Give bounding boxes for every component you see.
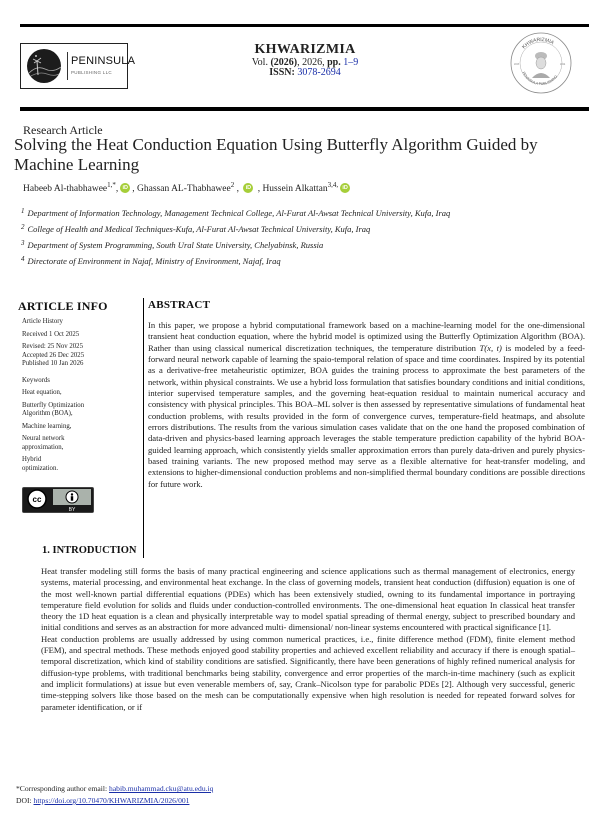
doi-link[interactable]: https://doi.org/10.70470/KHWARIZMIA/2026/001 [33, 796, 190, 805]
affiliation-text: College of Health and Medical Techniques-Kufa, Al-Furat Al-Awsat Technical University, Kufa, Iraq [27, 224, 371, 234]
affiliation-text: Directorate of Environment in Najaf, Ministry of Environment, Najaf, Iraq [27, 256, 281, 266]
affiliations [21, 207, 450, 271]
journal-seal [510, 32, 572, 94]
affiliation-number: 3 [21, 239, 25, 247]
abstract-text-part: is modeled by a feed-forward neural network capable of learning the spaio-temporal relation of space and time coordinates. Inspired by its potential as a derivative-free metaheuristic optimizer, BOA guides the training process to approximate the best parameters of the network, within physical constraints. We use a hybrid loss formulation that satisfies boundary conditions and initial conditions, interior supervised temperature samples, and the governing heat-equation residual to maintain numerical accuracy and consistency with physical principles. This BOA–ML solver is then assessed by representative simulations of fundamental heat conduction problems, with results provided in the form of convergence curves, temperature-field heatmaps, and absolute errors distributions. The results from the various simulation cases validate that on the one hand the proposed combination of data-driven and physics-based learning approach leverages the stable temperature prediction capability of the hybrid BOA-guided learning approach, which consistently yields smaller approximation errors than purely data-driven and purely physics-based training variants. The new proposed method may serve as a flexible alternative for heat-transfer modeling, and extensions to higher-dimensional conduction problems and non-simplified thermal boundary conditions are possible directions for future work. [148, 342, 585, 489]
cc-label: cc [32, 495, 42, 504]
received-date: Received 1 Oct 2025 [22, 330, 80, 338]
introduction-body [41, 566, 575, 713]
journal-issn [180, 68, 430, 79]
abstract-text-part: In this paper, we propose a hybrid computational framework based on a machine-learning model for the one-dimensional transient heat conduction equation, where the hybrid model is optimized using the Butterfly Optimization Algorithm (BOA). Rather than using classical numerical discretization techniques, the temperature distribution [148, 320, 585, 353]
revised-date: Revised: 25 Nov 2025 [22, 343, 83, 350]
by-label: BY [68, 507, 76, 512]
author-name[interactable]: , Hussein Alkattan [255, 184, 328, 194]
pages-label: pp. [327, 56, 341, 68]
corresponding-author [16, 783, 213, 795]
journal-header [180, 43, 430, 79]
paragraph: Heat transfer modeling still forms the basis of many practical engineering and science applications such as thermal management of electronics, energy systems, material processing, and environmental heat exchange. In the class of governing models, transient heat conduction (diffusion) equation is one of the most well-known partial differential equations (PDEs) which has been extensively studied, owning to its fundamental importance in portraying temperature field evolution for solids and fluids under conduction-controlled environments. The one-dimensional heat equation In classical heat transfer theory the 1D heat equation is a clean and physically interpretable way to model spatial spreading of thermal energy, subject to prescribed boundary and initial conditions and serves as an abstraction for more advanced multi- dimensional/ non-linear systems encountered with practical significance [1]. [41, 566, 575, 633]
published-date: Published 10 Jan 2026 [22, 360, 84, 367]
logo-divider [67, 52, 68, 80]
palm-landscape-icon [27, 49, 61, 83]
doi-line [16, 795, 213, 807]
abstract-heading: ABSTRACT [148, 299, 211, 311]
abstract-divider [143, 298, 144, 558]
orcid-icon[interactable]: iD [243, 183, 253, 193]
author-separator: , [115, 184, 119, 194]
history-label: Article History [22, 318, 63, 325]
author-affiliation-marker: 2 [230, 181, 235, 189]
publisher-name: PENINSULA [71, 55, 136, 67]
email-label: *Corresponding author email: [16, 784, 110, 793]
affiliation-item [21, 239, 450, 255]
seal-right-year: 2024 [560, 63, 566, 66]
vol-prefix: Vol. [251, 56, 271, 68]
keyword: Butterfly Optimization Algorithm (BOA), [22, 401, 85, 417]
author-name[interactable]: Habeeb Al-thabhawee [23, 184, 108, 194]
doi-label: DOI: [16, 796, 34, 805]
orcid-icon[interactable]: iD [120, 183, 130, 193]
author-affiliation-marker: 1,* [107, 181, 116, 189]
keyword: Hybrid optimization. [22, 456, 59, 472]
author-affiliation-marker: 3,4, [327, 181, 339, 189]
seal-bottom-text: PENINSULA PUBLISHING [521, 71, 559, 87]
article-info-heading: ARTICLE INFO [18, 299, 108, 313]
section-heading-introduction: 1. INTRODUCTION [42, 545, 137, 556]
vol-year: (2026) [270, 56, 298, 68]
article-type: Research Article [23, 123, 103, 137]
affiliation-number: 2 [21, 223, 25, 231]
keyword: Neural network approximation, [22, 435, 65, 451]
vol-mid: , 2026, [297, 56, 328, 68]
article-info-panel [22, 318, 132, 473]
article-title: Solving the Heat Conduction Equation Using Butterfly Algorithm Guided by Machine Learning [14, 135, 538, 174]
seal-top-text: KHWARIZMIA [521, 36, 555, 51]
author-list [23, 181, 352, 194]
cc-by-license-badge[interactable] [22, 487, 94, 513]
header-top-rule [20, 24, 589, 27]
author-email-link[interactable]: habib.muhammad.cku@atu.edu.iq [109, 784, 214, 793]
keywords-label: Keywords [22, 376, 50, 384]
paragraph: Heat conduction problems are usually addressed by using common numerical practices, i.e., finite difference method (FDM), finite element method (FEM), and spectral methods. These methods enjoyed good stability properties and achieved excellent reliability and accuracy if there is enough spatial–temporal discretization, which kind of stability conditions are satisfied. Significantly, there have been generations of highly refined numerical analysis for diffusion-type problems, with traditional benchmarks being stability, convergence and error properties of the march-in-time machinery (such as explicit and implicit formulations) at issue but even venerable members of, say, Crank–Nicolson type for parabolic PDEs [2]. Although very successful, generic time-stepping solvers like those based on the mesh can be computationally expensive when high resolution is needed for repeated forward solves for parameter identification, or if [41, 633, 575, 712]
footnote [16, 783, 213, 807]
affiliation-number: 1 [21, 207, 25, 215]
issn-value: 3078-2694 [294, 67, 341, 79]
abstract-text [148, 320, 585, 490]
author-separator: , [234, 184, 239, 194]
issn-label: ISSN: [269, 67, 295, 79]
affiliation-text: Department of Information Technology, Management Technical College, Al-Furat Al-Awsat Technical University, Kufa, Iraq [27, 208, 451, 218]
keyword: Machine learning, [22, 422, 72, 430]
affiliation-item [21, 223, 450, 239]
orcid-icon[interactable]: iD [340, 183, 350, 193]
author-name[interactable]: , Ghassan AL-Thabhawee [132, 184, 231, 194]
seal-left-year: 2023 [514, 63, 520, 66]
affiliation-number: 4 [21, 255, 25, 263]
accepted-date: Accepted 26 Dec 2025 [22, 351, 85, 359]
khwarizmi-portrait-icon [510, 32, 572, 94]
affiliation-item [21, 255, 450, 271]
affiliation-text: Department of System Programming, South Ural State University, Chelyabinsk, Russia [27, 240, 324, 250]
pages: 1–9 [340, 56, 359, 68]
header-bottom-rule [20, 107, 589, 111]
abstract-math: T(x, t) [479, 342, 502, 353]
publisher-subtitle: PUBLISHING LLC [71, 70, 112, 75]
affiliation-item [21, 207, 450, 223]
publisher-logo [20, 43, 136, 89]
keyword: Heat equation, [22, 389, 62, 396]
journal-name: KHWARIZMIA [254, 42, 356, 57]
